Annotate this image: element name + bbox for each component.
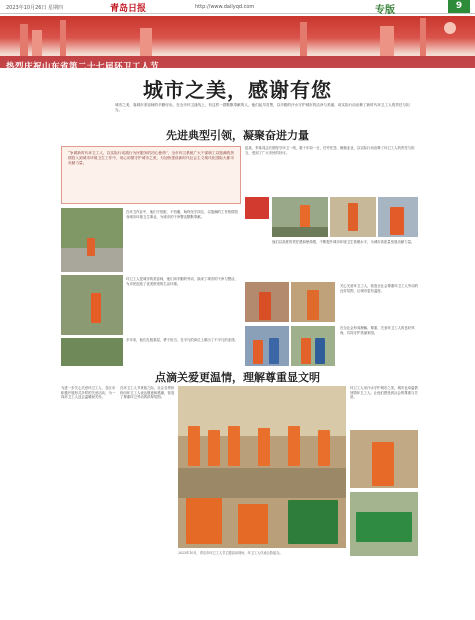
article-text-1: 赵某，李某同志长期坚守环卫一线，数十年如一日，任劳任怨，兢兢业业，以实际行动诠释了环卫工人的责任与担当，受到了广大市民的好评。 bbox=[245, 146, 415, 155]
section-heading-1: 先进典型引领，凝聚奋进力量 bbox=[166, 129, 309, 142]
article-text-3: 环卫工人是城市的美容师，他们用辛勤的劳动，换来了城市的干净与整洁，为市民创造了优美舒适的生活环境。 bbox=[126, 277, 238, 286]
article-text-5: 他们以高度的责任感和使命感，不断提升城市环境卫生管理水平，为城市高质量发展贡献力量。 bbox=[272, 240, 415, 244]
website-url[interactable]: http://www.dailyqd.com bbox=[195, 4, 255, 10]
intro-paragraph: 城市之美，靠城市美容师的辛勤付出。在全市环卫战线上，有这样一群默默奉献的人，他们起早贪黑，以辛勤的汗水守护城市的洁净与美丽，用实际行动诠释了新时代环卫工人的责任与担当。 bbox=[115, 103, 410, 112]
article-text-b3: 环卫工人用汗水守护城市之美，城市也用温情回馈环卫工人，让他们感受到社会的尊重与关爱。 bbox=[350, 386, 418, 400]
photo-group-left bbox=[245, 326, 289, 366]
photo-green-street bbox=[61, 208, 123, 272]
article-text-4: 多年来，他们扎根基层，勇于担当，在平凡的岗位上做出了不平凡的业绩。 bbox=[126, 338, 238, 342]
newspaper-logo: 青岛日报 bbox=[110, 4, 147, 14]
photo-park bbox=[61, 338, 123, 366]
photo-worker-indoor bbox=[245, 282, 289, 322]
photo-worker-award bbox=[291, 282, 335, 322]
newspaper-header bbox=[0, 0, 475, 14]
edition-label: 专版 bbox=[375, 5, 395, 16]
page-title: 城市之美，感谢有您 bbox=[143, 78, 332, 102]
article-text-b2: 在环卫工人节来临之际，社会各界纷纷向环卫工人表达敬意和感谢，营造了尊重环卫劳动的浓厚氛围。 bbox=[120, 386, 175, 400]
photo-worker-road bbox=[61, 275, 123, 335]
photo-worker-portrait-2 bbox=[350, 430, 418, 488]
page-number: 9 bbox=[448, 0, 470, 13]
header-banner bbox=[0, 16, 475, 70]
photo-caption: 2023年10月，青岛市环卫工人节主题活动现场，环卫工人代表合影留念。 bbox=[178, 551, 283, 555]
photo-group-right bbox=[291, 326, 335, 366]
article-text-2: 在环卫作业中，他们不怕脏、不怕累，始终坚守岗位，以饱满的工作热情投身城市环境卫生事业，为城市的干净整洁默默奉献。 bbox=[126, 210, 238, 219]
section-heading-2: 点滴关爱更温情，理解尊重显文明 bbox=[155, 371, 320, 384]
article-text-6: 关心关爱环卫工人，营造全社会尊重环卫工人劳动的良好氛围，让城市更有温度。 bbox=[340, 284, 418, 293]
banner-title: 热烈庆祝山东省第二十七届环卫工人节 bbox=[6, 62, 160, 72]
photo-worker-portrait bbox=[378, 197, 418, 237]
red-accent-block bbox=[245, 197, 269, 219]
article-text-b1: 为进一步关心关爱环卫工人，各区市积极开展形式多样的关爱活动，为一线环卫工人送去温暖和关怀。 bbox=[61, 386, 116, 400]
photo-worker-sweeping bbox=[330, 197, 376, 237]
photo-group-celebration bbox=[178, 386, 346, 548]
article-text-7: 在全社会形成理解、尊重、关爱环卫工人的良好风尚，共同守护美丽家园。 bbox=[340, 326, 415, 335]
photo-workers-truck bbox=[350, 492, 418, 556]
quote-box: “争做新时代环卫工人，以实际行动践行为民服务的初心使命”，全市环卫系统广大干部职工以饱满的热情投入到城市环境卫生工作中，用心用情守护城市之美，为加快建设新时代社会主义现代化国际大都市贡献力量。 bbox=[61, 146, 241, 204]
issue-date: 2023年10月26日 星期四 bbox=[6, 5, 64, 11]
photo-worker-street bbox=[272, 197, 328, 237]
skyline-graphic bbox=[0, 16, 475, 56]
